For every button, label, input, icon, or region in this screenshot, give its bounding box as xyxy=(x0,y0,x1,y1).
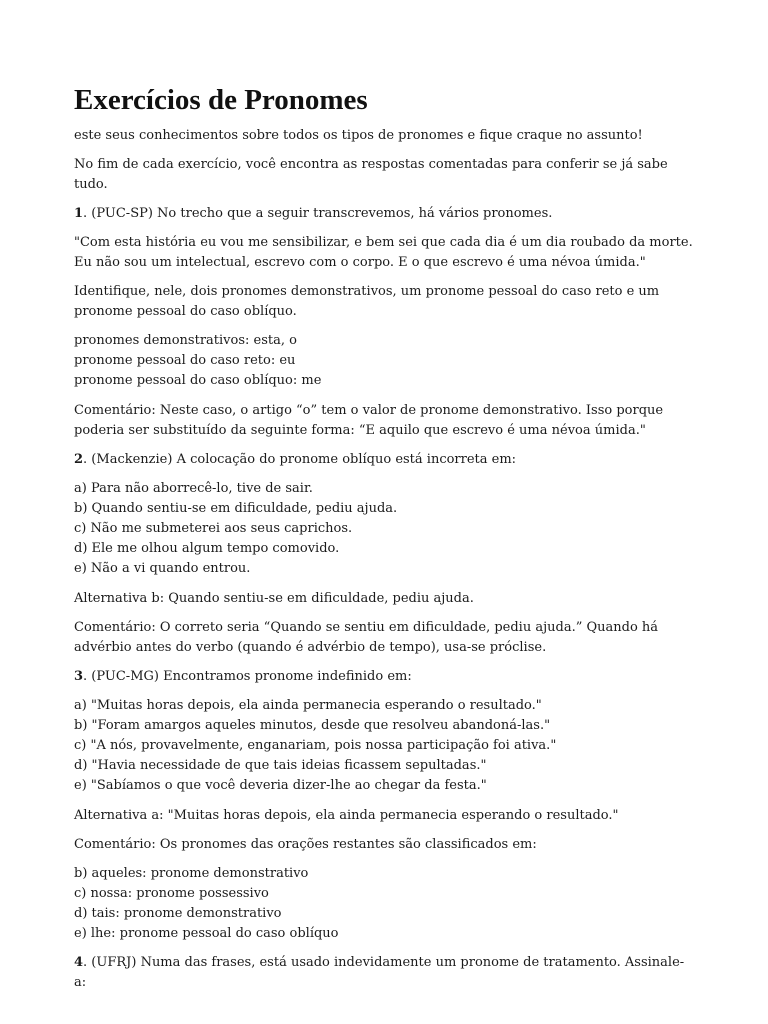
question-3-classifications xyxy=(74,864,694,945)
option-item: b) Quando sentiu-se em dificuldade, pediu ajuda. xyxy=(74,500,398,516)
classification-item: b) aqueles: pronome demonstrativo xyxy=(74,865,309,881)
question-text: . (UFRJ) Numa das frases, está usado indevidamente um pronome de tratamento. Assinale-a: xyxy=(74,955,685,991)
question-1 xyxy=(74,204,694,224)
option-item: a) "Muitas horas depois, ela ainda permanecia esperando o resultado." xyxy=(74,697,542,713)
option-item: c) "A nós, provavelmente, enganariam, pois nossa participação foi ativa." xyxy=(74,738,557,754)
question-3 xyxy=(74,667,694,687)
question-number: 4 xyxy=(74,955,84,971)
option-item: e) "Sabíamos o que você deveria dizer-lhe ao chegar da festa." xyxy=(74,778,487,794)
question-2 xyxy=(74,450,694,470)
question-3-answer: Alternativa a: "Muitas horas depois, ela ainda permanecia esperando o resultado." xyxy=(74,807,619,823)
page-title: Exercícios de Pronomes xyxy=(74,84,368,116)
classification-item: e) lhe: pronome pessoal do caso oblíquo xyxy=(74,926,339,942)
intro-line-1: este seus conhecimentos sobre todos os tipos de pronomes e fique craque no assunto! xyxy=(74,128,643,143)
intro-line-2: No fim de cada exercício, você encontra as respostas comentadas para conferir se já sabe tudo. xyxy=(74,157,668,192)
question-3-comment: Comentário: Os pronomes das orações restantes são classificados em: xyxy=(74,836,537,852)
option-item: c) Não me submeterei aos seus caprichos. xyxy=(74,521,353,537)
question-number: 3 xyxy=(74,668,84,684)
question-1-quote: "Com esta história eu vou me sensibilizar, e bem sei que cada dia é um dia roubado da morte. Eu não sou um intelectual, escrevo com o corpo. E o que escrevo é uma névoa úmida." xyxy=(74,235,693,270)
classification-item: d) tais: pronome demonstrativo xyxy=(74,906,282,922)
answer-line: pronome pessoal do caso oblíquo: me xyxy=(74,373,322,389)
question-text: . (PUC-MG) Encontramos pronome indefinido em: xyxy=(83,668,412,684)
answer-line: pronomes demonstrativos: esta, o xyxy=(74,333,297,348)
question-2-answer: Alternativa b: Quando sentiu-se em dificuldade, pediu ajuda. xyxy=(74,590,474,606)
option-item: a) Para não aborrecê-lo, tive de sair. xyxy=(74,480,313,496)
question-number: 2 xyxy=(74,451,84,467)
question-text: . (Mackenzie) A colocação do pronome oblíquo está incorreta em: xyxy=(83,451,517,467)
question-2-options xyxy=(74,479,694,580)
classification-item: c) nossa: pronome possessivo xyxy=(74,885,269,901)
option-item: b) "Foram amargos aqueles minutos, desde que resolveu abandoná-las." xyxy=(74,717,551,733)
question-3-options xyxy=(74,696,694,797)
option-item: d) Ele me olhou algum tempo comovido. xyxy=(74,541,340,557)
document-page xyxy=(74,82,694,1002)
question-number: 1 xyxy=(74,206,84,221)
question-2-comment: Comentário: O correto seria “Quando se sentiu em dificuldade, pediu ajuda.” Quando há advérbio antes do verbo (quando é advérbio de tempo), usa-se próclise. xyxy=(74,619,659,655)
question-1-answers xyxy=(74,331,694,392)
answer-line: pronome pessoal do caso reto: eu xyxy=(74,353,296,369)
question-1-comment: Comentário: Neste caso, o artigo “o” tem o valor de pronome demonstrativo. Isso porque poderia ser substituído da seguinte forma: “E aquilo que escrevo é uma névoa úmida." xyxy=(74,402,664,438)
question-text: . (PUC-SP) No trecho que a seguir transcrevemos, há vários pronomes. xyxy=(83,206,553,221)
option-item: e) Não a vi quando entrou. xyxy=(74,561,251,577)
option-item: d) "Havia necessidade de que tais ideias ficassem sepultadas." xyxy=(74,758,487,774)
question-1-instruction: Identifique, nele, dois pronomes demonstrativos, um pronome pessoal do caso reto e um pronome pessoal do caso oblíquo. xyxy=(74,284,660,319)
question-4 xyxy=(74,953,694,993)
